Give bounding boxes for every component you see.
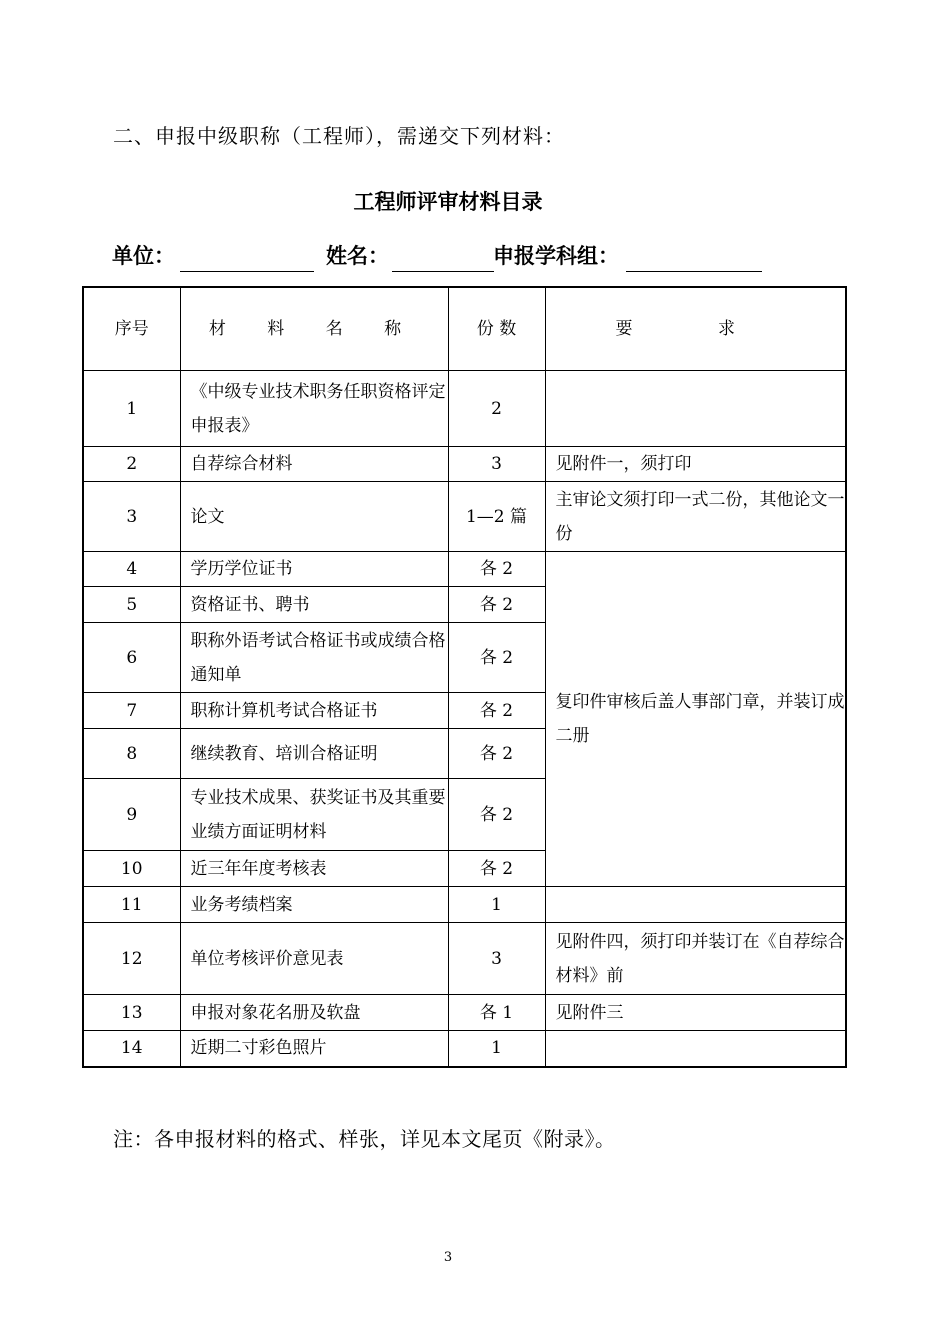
table-row: 13 申报对象花名册及软盘 各 1 见附件三: [83, 995, 846, 1031]
table-row: 8 继续教育、培训合格证明 各 2: [83, 729, 846, 779]
unit-label: 单位：: [112, 244, 175, 268]
materials-table: [82, 286, 847, 1068]
table-row: 10 近三年年度考核表 各 2: [83, 851, 846, 887]
table-row: 5 资格证书、聘书 各 2: [83, 587, 846, 623]
name-blank-line: [392, 271, 494, 272]
header-requirement: 要 求: [545, 287, 846, 371]
table-row: 1 《中级专业技术职务任职资格评定申报表》 2: [83, 371, 846, 447]
header-no: 序号: [83, 287, 180, 371]
table-row: 14 近期二寸彩色照片 1: [83, 1031, 846, 1067]
table-row: 4 学历学位证书 各 2 复印件审核后盖人事部门章，并装订成二册: [83, 552, 846, 587]
table-row: 6 职称外语考试合格证书或成绩合格通知单 各 2: [83, 623, 846, 693]
table-row: 2 自荐综合材料 3 见附件一，须打印: [83, 447, 846, 482]
unit-blank-line: [180, 271, 314, 272]
table-row: 11 业务考绩档案 1: [83, 887, 846, 923]
header-copies: 份 数: [448, 287, 545, 371]
table-row: 3 论文 1—2 篇 主审论文须打印一式二份，其他论文一份: [83, 482, 846, 552]
name-label: 姓名：: [326, 244, 389, 268]
page-number: 3: [443, 1250, 453, 1265]
footnote: 注：各申报材料的格式、样张，详见本文尾页《附录》。: [113, 1127, 616, 1151]
table-row: 7 职称计算机考试合格证书 各 2: [83, 693, 846, 729]
group-label: 申报学科组：: [493, 244, 619, 268]
group-blank-line: [626, 271, 762, 272]
table-row: 9 专业技术成果、获奖证书及其重要业绩方面证明材料 各 2: [83, 779, 846, 851]
section-heading: 二、申报中级职称（工程师），需递交下列材料：: [113, 124, 565, 148]
table-row: 12 单位考核评价意见表 3 见附件四，须打印并装订在《自荐综合材料》前: [83, 923, 846, 995]
header-name: 材 料 名 称: [180, 287, 448, 371]
merged-requirement-cell: 复印件审核后盖人事部门章，并装订成二册: [545, 552, 846, 887]
table-header-row: [83, 287, 846, 371]
document-title: 工程师评审材料目录: [353, 190, 543, 214]
